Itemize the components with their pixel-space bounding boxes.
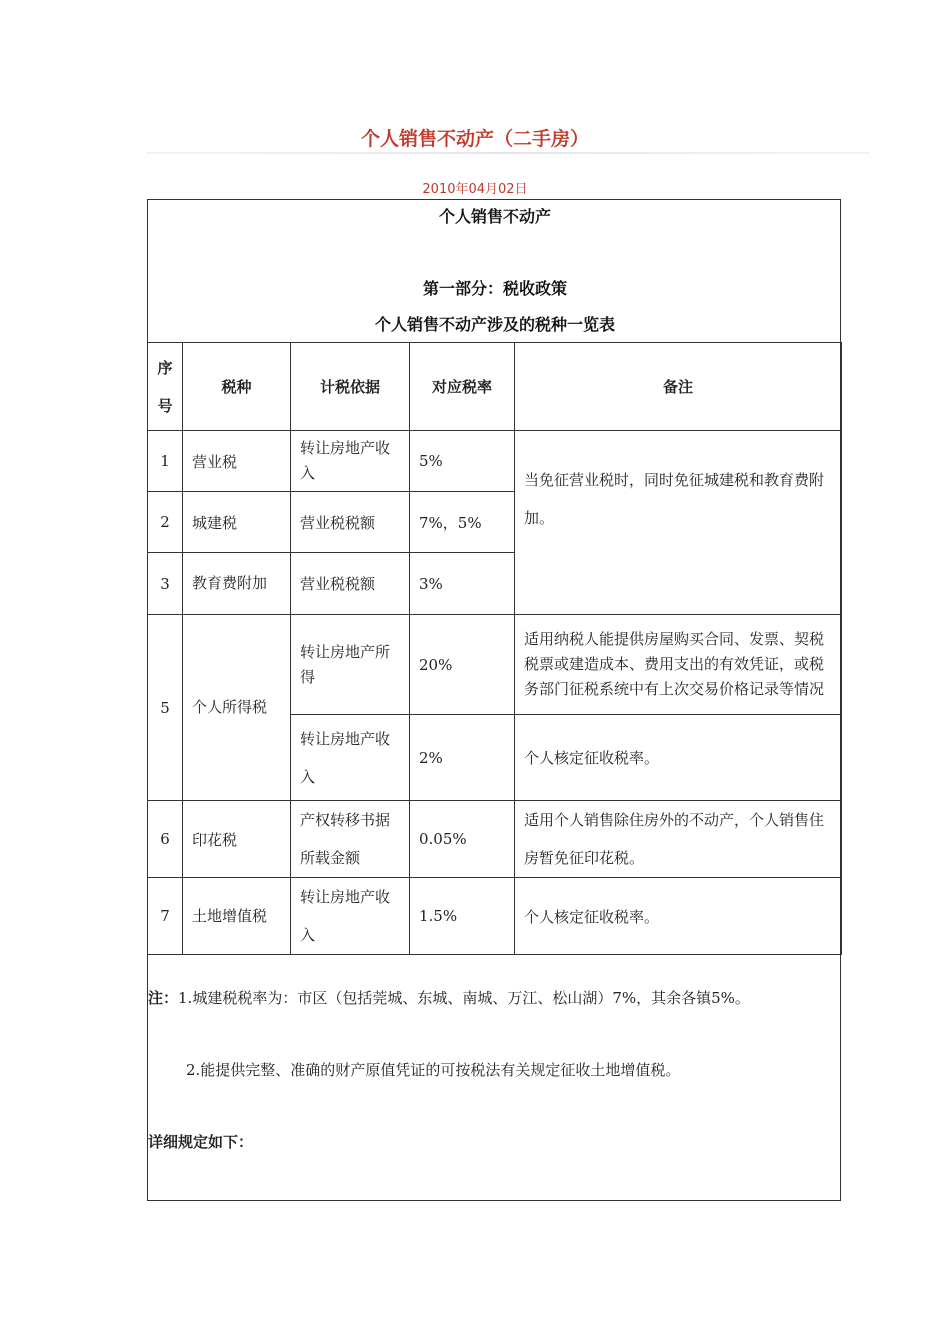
header-remark: 备注	[515, 343, 842, 431]
row-tax: 城建税	[183, 492, 291, 553]
row-rate: 7%，5%	[410, 492, 515, 553]
row-rate: 3%	[410, 553, 515, 615]
row-rate: 5%	[410, 431, 515, 492]
row-tax: 个人所得税	[183, 615, 291, 801]
note-1-text: 1.城建税税率为：市区（包括莞城、东城、南城、万江、松山湖）7%，其余各镇5%。	[178, 989, 750, 1007]
row-rate: 1.5%	[410, 878, 515, 955]
publish-date: 2010年04月02日	[422, 182, 528, 197]
table-row	[148, 431, 842, 492]
row-no: 2	[148, 492, 183, 553]
row-tax: 教育费附加	[183, 553, 291, 615]
title-divider	[146, 152, 870, 154]
header-rate: 对应税率	[410, 343, 515, 431]
row-basis: 转让房地产所得	[291, 615, 410, 715]
box-heading: 个人销售不动产	[438, 207, 551, 226]
row-basis: 营业税税额	[291, 492, 410, 553]
row-remark: 个人核定征收税率。	[515, 715, 842, 801]
note-1	[148, 982, 836, 1014]
table-header-row	[148, 343, 842, 431]
header-tax: 税种	[183, 343, 291, 431]
row-no: 6	[148, 801, 183, 878]
row-rate: 2%	[410, 715, 515, 801]
content-box	[147, 199, 841, 1201]
table-title: 个人销售不动产涉及的税种一览表	[374, 315, 615, 334]
row-no: 5	[148, 615, 183, 801]
row-no: 3	[148, 553, 183, 615]
note-label: 注：	[148, 989, 179, 1007]
row-basis: 转让房地产收入	[291, 715, 410, 801]
row-remark: 适用个人销售除住房外的不动产，个人销售住房暂免征印花税。	[515, 801, 842, 878]
part-title: 第一部分：税收政策	[422, 279, 567, 298]
row-basis: 转让房地产收入	[291, 878, 410, 955]
row-basis: 产权转移书据所载金额	[291, 801, 410, 878]
row-remark: 个人核定征收税率。	[515, 878, 842, 955]
page-title: 个人销售不动产（二手房）	[360, 128, 589, 150]
note-2: 2.能提供完整、准确的财产原值凭证的可按税法有关规定征收土地增值税。	[186, 1061, 681, 1079]
row-rate: 20%	[410, 615, 515, 715]
row-remark: 当免征营业税时，同时免征城建税和教育费附加。	[515, 431, 842, 615]
row-rate: 0.05%	[410, 801, 515, 878]
detail-heading: 详细规定如下：	[148, 1133, 254, 1151]
row-tax: 印花税	[183, 801, 291, 878]
row-basis: 转让房地产收入	[291, 431, 410, 492]
header-no: 序号	[148, 343, 183, 431]
row-no: 7	[148, 878, 183, 955]
row-tax: 土地增值税	[183, 878, 291, 955]
row-basis: 营业税税额	[291, 553, 410, 615]
row-no: 1	[148, 431, 183, 492]
header-basis: 计税依据	[291, 343, 410, 431]
row-remark: 适用纳税人能提供房屋购买合同、发票、契税税票或建造成本、费用支出的有效凭证，或税务部门征税系统中有上次交易价格记录等情况	[515, 615, 842, 715]
table-row	[148, 878, 842, 955]
tax-table	[147, 342, 842, 955]
table-row	[148, 615, 842, 715]
row-tax: 营业税	[183, 431, 291, 492]
table-row	[148, 801, 842, 878]
